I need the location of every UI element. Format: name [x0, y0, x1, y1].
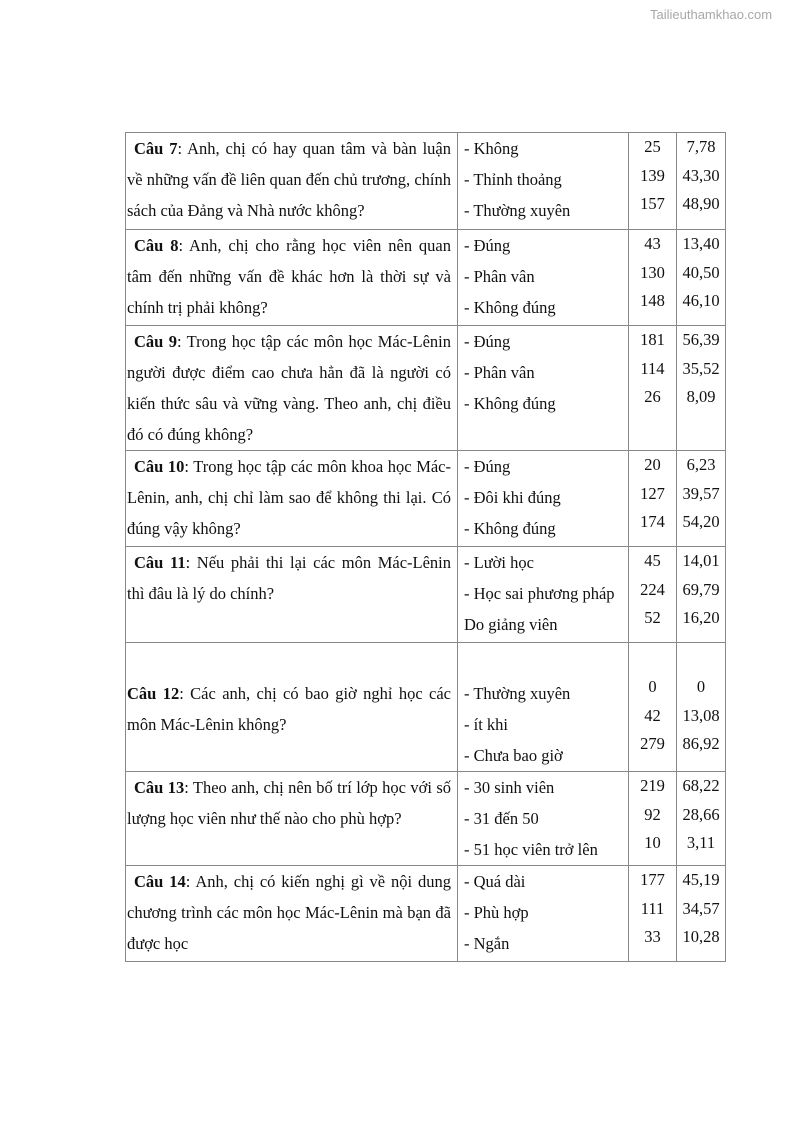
question-text: : Theo anh, chị nên bố trí lớp học với số lượng học viên như thế nào cho phù hợp? [127, 778, 451, 828]
question-label: Câu 14 [134, 872, 186, 891]
table-row [126, 230, 726, 326]
count-value: 130 [640, 262, 665, 282]
question-label: Câu 9 [134, 332, 177, 351]
watermark: Tailieuthamkhao.com [650, 7, 773, 22]
question-cell [126, 866, 458, 962]
question-text: : Anh, chị có kiến nghị gì về nội dung chương trình các môn học Mác-Lênin mà bạn đã được học [127, 872, 452, 953]
option: - 51 học viên trở lên [464, 840, 598, 859]
option: - Phân vân [464, 363, 535, 382]
count-value: 25 [644, 137, 661, 156]
question-text: : Trong học tập các môn khoa học Mác-Lênin, anh, chị chỉ làm sao để không thi lại. Có đúng vậy không? [127, 457, 452, 538]
count-value: 157 [640, 194, 665, 213]
count-value: 148 [640, 291, 665, 310]
option: - Đúng [464, 457, 511, 476]
count-value: 224 [640, 579, 665, 599]
percent-value: 56,39 [682, 330, 720, 349]
option: - Lười học [464, 553, 534, 572]
percent-value: 69,79 [682, 579, 720, 599]
count-cell [629, 230, 677, 326]
option: - 31 đến 50 [464, 809, 539, 828]
question-text: : Anh, chị cho rằng học viên nên quan tâm đến những vấn đề khác hơn là thời sự và chính trị phải không? [127, 236, 451, 317]
percent-value: 13,08 [682, 705, 720, 725]
percent-cell [677, 866, 726, 962]
count-value: 26 [644, 387, 661, 406]
question-text: : Anh, chị có hay quan tâm và bàn luận về những vấn đề liên quan đến chủ trương, chính sách của Đảng và Nhà nước không? [127, 139, 452, 220]
count-value: 10 [644, 833, 661, 852]
percent-value: 40,50 [682, 262, 720, 282]
percent-value: 8,09 [686, 387, 716, 406]
table-row [126, 326, 726, 451]
count-value: 45 [644, 551, 661, 570]
percent-value: 0 [696, 677, 706, 696]
question-label: Câu 8 [134, 236, 179, 255]
option: - Không đúng [464, 394, 556, 413]
table-row [126, 547, 726, 643]
percent-value: 7,78 [686, 137, 716, 156]
option: - Thỉnh thoảng [464, 170, 562, 189]
percent-value: 34,57 [682, 898, 720, 918]
percent-value: 3,11 [686, 833, 716, 852]
question-label: Câu 11 [134, 553, 186, 572]
option: - Đúng [464, 236, 511, 255]
percent-value: 43,30 [682, 165, 720, 185]
count-cell [629, 866, 677, 962]
count-value: 279 [640, 734, 665, 753]
percent-value: 39,57 [682, 483, 720, 503]
count-cell [629, 133, 677, 230]
count-value: 139 [640, 165, 665, 185]
option: - Đúng [464, 332, 511, 351]
count-value: 33 [644, 927, 661, 946]
percent-cell [677, 643, 726, 772]
option: - ít khi [464, 715, 508, 734]
count-value: 219 [640, 776, 665, 795]
count-value: 20 [644, 455, 661, 474]
options-cell [458, 547, 629, 643]
percent-value: 6,23 [686, 455, 716, 474]
question-cell [126, 133, 458, 230]
question-cell [126, 772, 458, 866]
table-row [126, 133, 726, 230]
question-label: Câu 7 [134, 139, 178, 158]
percent-cell [677, 230, 726, 326]
option: - Không [464, 139, 519, 158]
count-value: 127 [640, 483, 665, 503]
percent-cell [677, 547, 726, 643]
percent-cell [677, 326, 726, 451]
option: - Thường xuyên [464, 201, 571, 220]
option: - Ngắn [464, 934, 510, 953]
question-cell [126, 547, 458, 643]
question-text: : Trong học tập các môn học Mác-Lênin người được điểm cao chưa hẳn đã là người có kiến thức sâu và vững vàng. Theo anh, chị điều đó có đúng không? [127, 332, 451, 444]
table-row [126, 451, 726, 547]
option: - Đôi khi đúng [464, 488, 561, 507]
survey-results-table [125, 132, 726, 962]
percent-value: 16,20 [682, 608, 720, 627]
percent-value: 14,01 [682, 551, 720, 570]
question-label: Câu 12 [127, 684, 180, 703]
count-cell [629, 451, 677, 547]
option: - 30 sinh viên [464, 778, 555, 797]
question-cell [126, 326, 458, 451]
count-value: 111 [640, 898, 665, 918]
option: - Phân vân [464, 267, 535, 286]
options-cell [458, 772, 629, 866]
option: - Quá dài [464, 872, 526, 891]
percent-value: 68,22 [682, 776, 720, 795]
table-row [126, 772, 726, 866]
count-value: 92 [644, 804, 661, 824]
option: - Học sai phương pháp Do giảng viên [464, 584, 615, 634]
options-cell [458, 866, 629, 962]
options-cell [458, 326, 629, 451]
table-row [126, 643, 726, 772]
option: - Không đúng [464, 519, 556, 538]
option: - Phù hợp [464, 903, 529, 922]
options-cell [458, 643, 629, 772]
option: - Chưa bao giờ [464, 746, 563, 765]
percent-value: 10,28 [682, 927, 720, 946]
percent-value: 45,19 [682, 870, 720, 889]
question-label: Câu 10 [134, 457, 185, 476]
options-cell [458, 133, 629, 230]
count-value: 43 [644, 234, 661, 253]
count-cell [629, 326, 677, 451]
percent-value: 46,10 [682, 291, 720, 310]
percent-cell [677, 772, 726, 866]
count-value: 52 [644, 608, 661, 627]
table-row [126, 866, 726, 962]
percent-cell [677, 133, 726, 230]
count-value: 181 [640, 330, 665, 349]
count-value: 42 [644, 705, 661, 725]
question-label: Câu 13 [134, 778, 185, 797]
percent-cell [677, 451, 726, 547]
percent-value: 35,52 [682, 358, 720, 378]
options-cell [458, 230, 629, 326]
count-cell [629, 547, 677, 643]
question-text: : Nếu phải thi lại các môn Mác-Lênin thì đâu là lý do chính? [127, 553, 452, 603]
count-cell [629, 772, 677, 866]
percent-value: 13,40 [682, 234, 720, 253]
option: - Không đúng [464, 298, 556, 317]
question-text: : Các anh, chị có bao giờ nghỉ học các môn Mác-Lênin không? [127, 684, 451, 734]
option: - Thường xuyên [464, 684, 571, 703]
percent-value: 28,66 [682, 804, 720, 824]
count-cell [629, 643, 677, 772]
count-value: 177 [640, 870, 665, 889]
options-cell [458, 451, 629, 547]
question-cell [126, 451, 458, 547]
question-cell [126, 230, 458, 326]
count-value: 174 [640, 512, 665, 531]
count-value: 0 [648, 677, 657, 696]
count-value: 114 [640, 358, 665, 378]
question-cell [126, 643, 458, 772]
percent-value: 54,20 [682, 512, 720, 531]
percent-value: 48,90 [682, 194, 720, 213]
percent-value: 86,92 [682, 734, 720, 753]
